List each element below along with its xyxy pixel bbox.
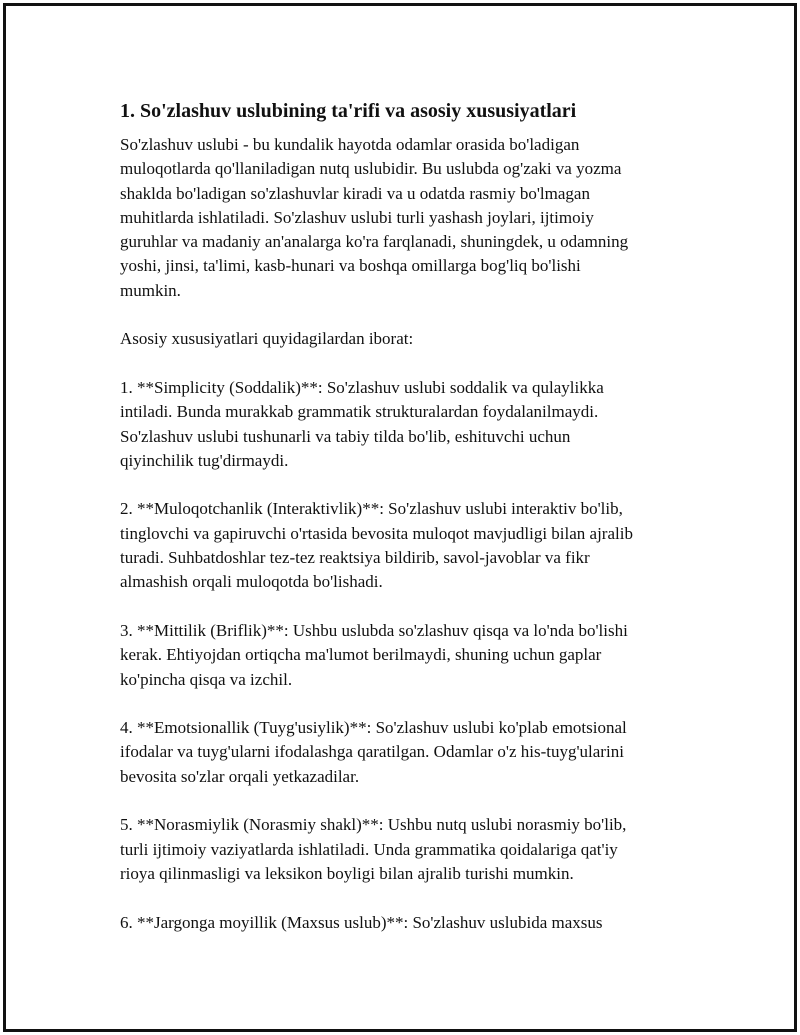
text-line: 3. **Mittilik (Briflik)**: Ushbu uslubda so'zlashuv qisqa va lo'nda bo'lishi [120, 620, 628, 640]
text-line: muloqotlarda qo'llaniladigan nutq uslubidir. Bu uslubda og'zaki va yozma [120, 159, 622, 179]
text-line: 6. **Jargonga moyillik (Maxsus uslub)**: So'zlashuv uslubida maxsus [120, 912, 603, 932]
section-heading: 1. So'zlashuv uslubining ta'rifi va asosiy xususiyatlari [120, 100, 577, 122]
text-line: almashish orqali muloqotda bo'lishadi. [120, 572, 383, 592]
list-item-paragraph [120, 716, 690, 789]
page-frame [3, 3, 797, 1032]
text-line: 4. **Emotsionallik (Tuyg'usiylik)**: So'zlashuv uslubi ko'plab emotsional [120, 718, 627, 738]
text-line: 2. **Muloqotchanlik (Interaktivlik)**: So'zlashuv uslubi interaktiv bo'lib, [120, 499, 623, 519]
paragraph-list [120, 133, 690, 935]
text-line: intiladi. Bunda murakkab grammatik strukturalardan foydalanilmaydi. [120, 402, 599, 422]
text-line: tinglovchi va gapiruvchi o'rtasida bevosita muloqot mavjudligi bilan ajralib [120, 523, 633, 543]
text-line: turadi. Suhbatdoshlar tez-tez reaktsiya bildirib, savol-javoblar va fikr [120, 548, 590, 568]
text-line: rioya qilinmasligi va leksikon boyligi bilan ajralib turishi mumkin. [120, 863, 574, 883]
list-item-paragraph [120, 813, 690, 886]
text-line: Asosiy xususiyatlari quyidagilardan iborat: [120, 329, 414, 349]
text-line: muhitlarda ishlatiladi. So'zlashuv uslubi turli yashash joylari, ijtimoiy [120, 207, 594, 227]
text-line: ko'pincha qisqa va izchil. [120, 669, 293, 689]
text-line: guruhlar va madaniy an'analarga ko'ra farqlanadi, shuningdek, u odamning [120, 232, 629, 252]
text-line: So'zlashuv uslubi tushunarli va tabiy tilda bo'lib, eshituvchi uchun [120, 426, 571, 446]
text-line: 5. **Norasmiylik (Norasmiy shakl)**: Ushbu nutq uslubi norasmiy bo'lib, [120, 815, 627, 835]
text-line: kerak. Ehtiyojdan ortiqcha ma'lumot berilmaydi, shuning uchun gaplar [120, 645, 602, 665]
text-line: yoshi, jinsi, ta'limi, kasb-hunari va boshqa omillarga bog'liq bo'lishi [120, 256, 581, 276]
list-item-paragraph [120, 619, 690, 692]
text-line: ifodalar va tuyg'ularni ifodalashga qaratilgan. Odamlar o'z his-tuyg'ularini [120, 742, 624, 762]
text-line: mumkin. [120, 280, 181, 300]
text-line: qiyinchilik tug'dirmaydi. [120, 450, 289, 470]
text-line: turli ijtimoiy vaziyatlarda ishlatiladi. Unda grammatika qoidalariga qat'iy [120, 839, 618, 859]
list-item-paragraph [120, 376, 690, 473]
list-item-paragraph [120, 497, 690, 594]
text-line: shaklda bo'ladigan so'zlashuvlar kiradi va u odatda rasmiy bo'lmagan [120, 183, 590, 203]
list-item-paragraph [120, 911, 690, 935]
text-line: So'zlashuv uslubi - bu kundalik hayotda odamlar orasida bo'ladigan [120, 135, 580, 154]
list-intro-paragraph [120, 327, 690, 351]
text-line: bevosita so'zlar orqali yetkazadilar. [120, 766, 360, 786]
text-line: 1. **Simplicity (Soddalik)**: So'zlashuv uslubi soddalik va qulaylikka [120, 377, 604, 397]
document-body [120, 98, 690, 959]
intro-paragraph [120, 133, 690, 303]
